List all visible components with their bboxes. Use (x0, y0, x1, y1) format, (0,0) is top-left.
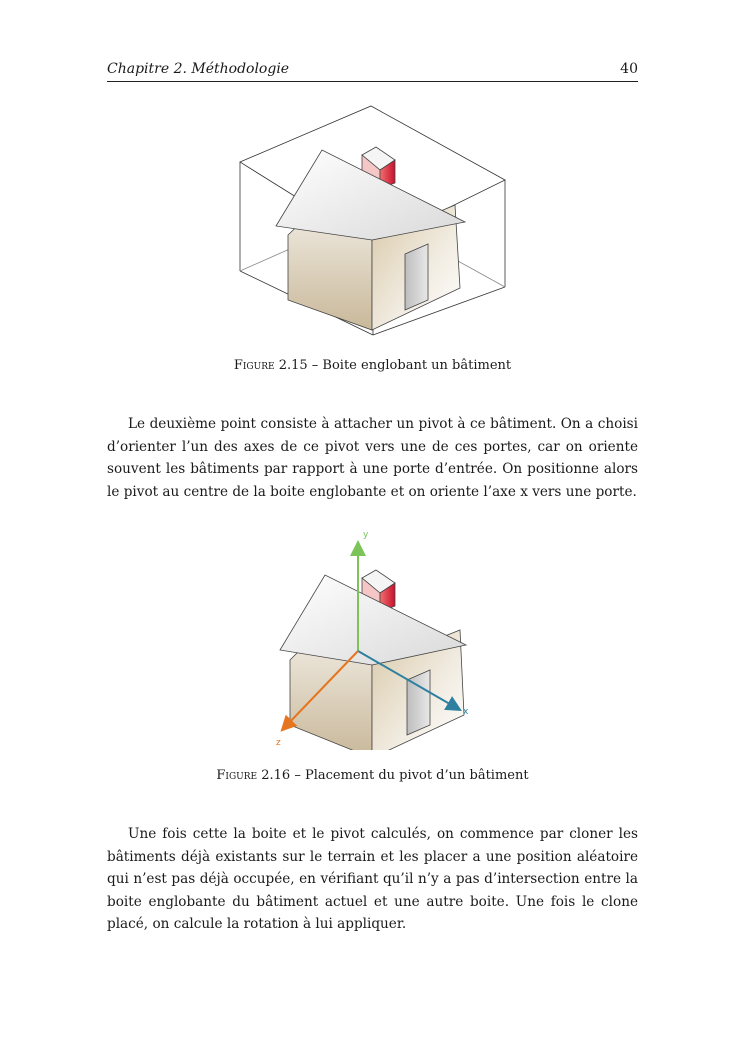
figure-label: Figure (233, 358, 275, 373)
figure-number: 2.16 (261, 768, 291, 783)
chapter-title: Chapitre 2. Méthodologie (107, 61, 290, 77)
house-model (276, 147, 465, 330)
caption-separator: – (307, 358, 323, 373)
page-number: 40 (620, 61, 638, 77)
figure-caption (107, 358, 638, 373)
figure-pivot-house (265, 520, 485, 750)
caption-text: Boite englobant un bâtiment (322, 358, 512, 373)
axis-z-label: z (276, 738, 281, 748)
running-header (107, 60, 638, 82)
axis-y-label: y (363, 530, 369, 540)
figure-bounding-box-house (230, 100, 520, 345)
axis-x-label: x (463, 707, 469, 717)
figure-caption (107, 768, 638, 783)
caption-separator: – (290, 768, 305, 783)
figure-label: Figure (216, 768, 258, 783)
body-paragraph: Une fois cette la boite et le pivot calculés, on commence par cloner les bâtiments déjà existants sur le terrain et les placer a une position aléatoire qui n’est pas déjà occupée, en vérifiant qu’il n’y a pas d’intersection entre la boite englobante du bâtiment actuel et une autre boite. Une fois le clone placé, on calcule la rotation à lui appliquer. (107, 826, 638, 932)
body-paragraph: Le deuxième point consiste à attacher un pivot à ce bâtiment. On a choisi d’orienter l’un des axes de ce pivot vers une de ces portes, car on oriente souvent les bâtiments par rapport à une porte d’entrée. On positionne alors le pivot au centre de la boite englobante et on oriente l’axe x vers une porte. (107, 416, 638, 500)
caption-text: Placement du pivot d’un bâtiment (304, 768, 529, 783)
figure-number: 2.15 (278, 358, 308, 373)
